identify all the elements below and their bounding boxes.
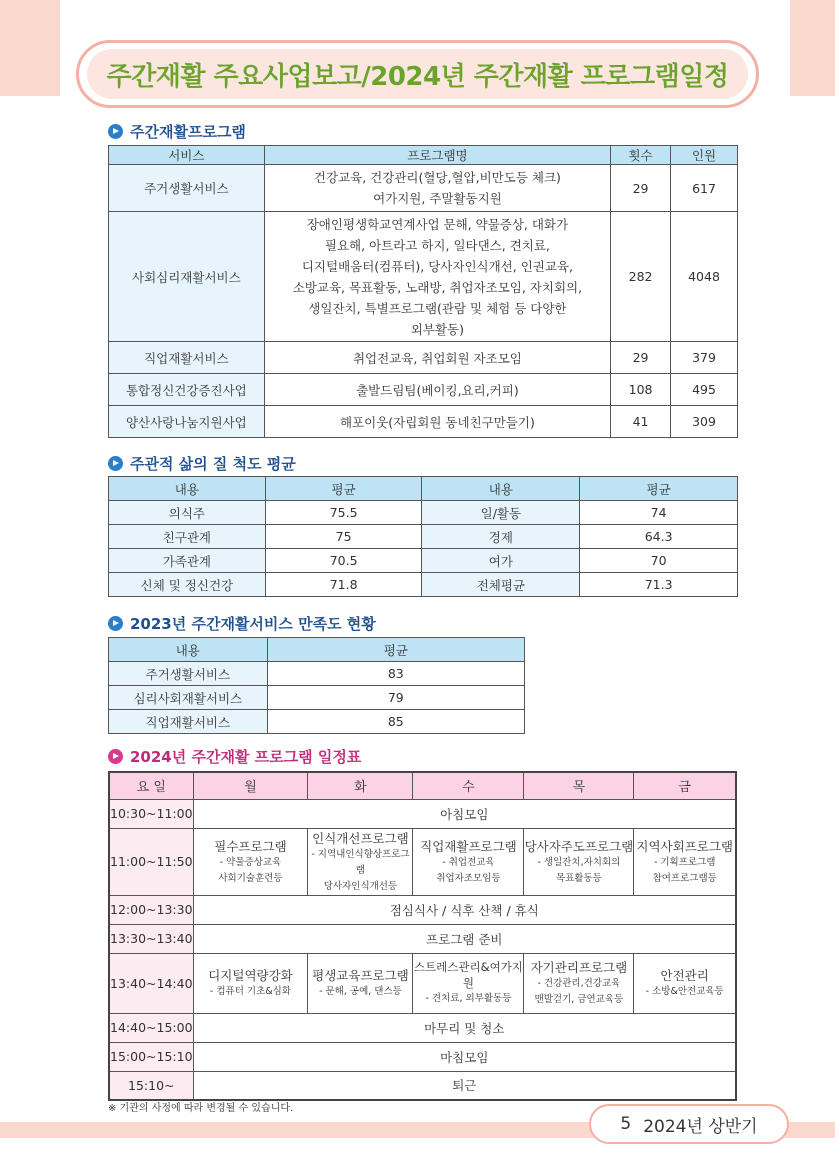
col-header: 프로그램명 [264, 146, 610, 165]
page-title: 주간재활 주요사업보고/2024년 주간재활 프로그램일정 [106, 61, 729, 92]
program-detail: - 건강관리,건강교육 [537, 978, 621, 989]
value-cell: 75 [265, 525, 422, 549]
program-cell [524, 828, 634, 895]
program-cell [413, 953, 524, 1013]
program-cell [308, 828, 413, 895]
schedule-row [109, 1042, 736, 1071]
program-line: 취업전교육, 취업회원 자조모임 [264, 342, 610, 374]
day-header: 화 [308, 772, 413, 799]
program-detail: 취업자조모임등 [436, 872, 501, 884]
people-cell: 309 [671, 406, 738, 438]
label-cell: 전체평균 [422, 573, 580, 597]
program-cell [308, 953, 413, 1013]
play-bullet-icon [108, 456, 123, 471]
table-row [109, 686, 525, 710]
time-cell: 13:40~14:40 [109, 953, 193, 1013]
program-line: 필요해, 아트라고 하지, 일타댄스, 견치료, [324, 237, 550, 253]
people-cell: 4048 [671, 212, 738, 342]
count-cell: 108 [611, 374, 671, 406]
program-cell [634, 828, 736, 895]
program-table [108, 145, 738, 438]
count-cell: 29 [611, 342, 671, 374]
activity-cell: 점심식사 / 식후 산책 / 휴식 [193, 895, 736, 924]
value-cell: 70.5 [265, 549, 422, 573]
section4-title: 2024년 주간재활 프로그램 일정표 [130, 748, 362, 766]
value-cell: 71.8 [265, 573, 422, 597]
value-cell: 74 [580, 501, 738, 525]
program-title: 직업재활프로그램 [420, 838, 517, 854]
label-cell: 신체 및 정신건강 [109, 573, 266, 597]
program-detail: 사회기술훈련등 [218, 872, 283, 884]
table-row [109, 710, 525, 734]
label-cell: 친구관계 [109, 525, 266, 549]
table-row [109, 342, 738, 374]
service-cell: 주거생활서비스 [109, 165, 265, 212]
program-line: 외부활동) [410, 321, 464, 337]
program-detail: 맨발걷기, 금연교육등 [534, 994, 624, 1005]
program-cell [634, 953, 736, 1013]
program-cell [413, 828, 524, 895]
page-footer [589, 1104, 789, 1144]
section1-heading [108, 121, 246, 142]
schedule-table [108, 771, 737, 1101]
table-row [109, 501, 738, 525]
value-cell: 70 [580, 549, 738, 573]
value-cell: 64.3 [580, 525, 738, 549]
people-cell: 495 [671, 374, 738, 406]
program-title: 디지털역량강화 [208, 968, 293, 983]
count-cell: 282 [611, 212, 671, 342]
program-detail: - 문해, 공예, 댄스등 [319, 986, 402, 997]
value-cell: 79 [267, 686, 524, 710]
title-banner [76, 40, 759, 108]
play-bullet-icon [108, 616, 123, 631]
col-header: 횟수 [611, 146, 671, 165]
program-detail: 당사자인식개선등 [323, 880, 398, 892]
table-row [109, 525, 738, 549]
program-line: 여가지원, 주말활동지원 [373, 191, 502, 206]
program-detail: 목표활동등 [555, 872, 602, 884]
activity-cell: 아침모임 [193, 799, 736, 828]
table-row [109, 212, 738, 342]
section3-title: 2023년 주간재활서비스 만족도 현황 [130, 615, 376, 633]
people-cell: 617 [671, 165, 738, 212]
program-title: 스트레스관리&여가지원 [413, 960, 523, 990]
schedule-row [109, 1013, 736, 1042]
service-cell: 양산사랑나눔지원사업 [109, 406, 265, 438]
program-line: 해포이웃(자립회원 동네친구만들기) [264, 406, 610, 438]
program-line: 장애인평생학교연계사업 문해, 약물증상, 대화가 [306, 216, 569, 232]
day-header: 월 [193, 772, 308, 799]
day-header: 목 [524, 772, 634, 799]
value-cell: 75.5 [265, 501, 422, 525]
label-cell: 경제 [422, 525, 580, 549]
day-header: 요 일 [109, 772, 193, 799]
activity-cell: 프로그램 준비 [193, 924, 736, 953]
label-cell: 주거생활서비스 [109, 662, 268, 686]
col-header: 평균 [265, 477, 422, 501]
people-cell: 379 [671, 342, 738, 374]
section3-heading [108, 613, 376, 634]
label-cell: 직업재활서비스 [109, 710, 268, 734]
day-header: 금 [634, 772, 736, 799]
label-cell: 의식주 [109, 501, 266, 525]
section2-title: 주관적 삶의 질 척도 평균 [130, 455, 296, 473]
col-header: 평균 [580, 477, 738, 501]
program-title: 안전관리 [660, 968, 709, 983]
time-cell: 15:10~ [109, 1071, 193, 1100]
label-cell: 가족관계 [109, 549, 266, 573]
program-title: 필수프로그램 [214, 838, 287, 854]
section1-title: 주간재활프로그램 [130, 123, 246, 141]
footnote: ※ 기관의 사정에 따라 변경될 수 있습니다. [108, 1103, 294, 1114]
program-cell [193, 828, 308, 895]
section2-heading [108, 453, 296, 474]
satisfaction-table [108, 637, 525, 734]
page-number: 5 [620, 1114, 632, 1134]
col-header: 내용 [109, 477, 266, 501]
label-cell: 여가 [422, 549, 580, 573]
program-title: 평생교육프로그램 [312, 968, 409, 983]
play-bullet-icon [108, 124, 123, 139]
table-row [109, 406, 738, 438]
program-line: 출발드림팀(베이킹,요리,커피) [264, 374, 610, 406]
program-title: 자기관리프로그램 [530, 960, 628, 975]
program-title: 지역사회프로그램 [636, 838, 733, 854]
section4-heading [108, 746, 361, 767]
activity-cell: 퇴근 [193, 1071, 736, 1100]
program-cell [524, 953, 634, 1013]
time-cell: 11:00~11:50 [109, 828, 193, 895]
table-row [109, 549, 738, 573]
program-line: 소방교육, 목표활동, 노래방, 취업자조모임, 자치회의, [292, 279, 583, 295]
program-detail: 참여프로그램등 [652, 872, 717, 884]
program-detail: - 기획프로그램 [653, 856, 716, 868]
time-cell: 14:40~15:00 [109, 1013, 193, 1042]
play-bullet-icon [108, 749, 123, 764]
program-detail: - 견치료, 외부활동등 [425, 993, 512, 1004]
service-cell: 직업재활서비스 [109, 342, 265, 374]
activity-cell: 마무리 및 청소 [193, 1013, 736, 1042]
time-cell: 10:30~11:00 [109, 799, 193, 828]
schedule-row [109, 953, 736, 1013]
table-row [109, 165, 738, 212]
col-header: 내용 [109, 638, 268, 662]
day-header: 수 [413, 772, 524, 799]
program-detail: - 컴퓨터 기초&심화 [209, 986, 292, 997]
schedule-row [109, 799, 736, 828]
count-cell: 41 [611, 406, 671, 438]
service-cell: 통합정신건강증진사업 [109, 374, 265, 406]
schedule-row [109, 895, 736, 924]
program-detail: - 소방&안전교육등 [645, 986, 724, 997]
col-header: 내용 [422, 477, 580, 501]
program-detail: - 생일잔치,자치회의 [537, 856, 621, 868]
col-header: 평균 [267, 638, 524, 662]
program-detail: - 지역내인식향상프로그램 [311, 848, 410, 876]
program-line: 생일잔치, 특별프로그램(관람 및 체험 등 다양한 [308, 300, 567, 316]
table-row [109, 573, 738, 597]
label-cell: 일/활동 [422, 501, 580, 525]
label-cell: 심리사회재활서비스 [109, 686, 268, 710]
program-title: 인식개선프로그램 [312, 830, 409, 846]
schedule-row [109, 924, 736, 953]
program-cell [193, 953, 308, 1013]
program-detail: - 약물증상교육 [219, 856, 282, 868]
period-label: 2024년 상반기 [643, 1116, 758, 1137]
activity-cell: 마침모임 [193, 1042, 736, 1071]
time-cell: 12:00~13:30 [109, 895, 193, 924]
schedule-row [109, 1071, 736, 1100]
table-row [109, 662, 525, 686]
program-detail: - 취업전교육 [442, 856, 495, 868]
time-cell: 15:00~15:10 [109, 1042, 193, 1071]
col-header: 서비스 [109, 146, 265, 165]
schedule-row [109, 828, 736, 895]
service-cell: 사회심리재활서비스 [109, 212, 265, 342]
value-cell: 85 [267, 710, 524, 734]
program-line: 건강교육, 건강관리(혈당,혈압,비만도등 체크) [313, 170, 561, 185]
program-line: 디지털배움터(컴퓨터), 당사자인식개선, 인권교육, [301, 258, 573, 274]
quality-of-life-table [108, 476, 738, 597]
time-cell: 13:30~13:40 [109, 924, 193, 953]
count-cell: 29 [611, 165, 671, 212]
table-row [109, 374, 738, 406]
value-cell: 83 [267, 662, 524, 686]
program-title: 당사자주도프로그램 [524, 838, 634, 854]
value-cell: 71.3 [580, 573, 738, 597]
col-header: 인원 [671, 146, 738, 165]
